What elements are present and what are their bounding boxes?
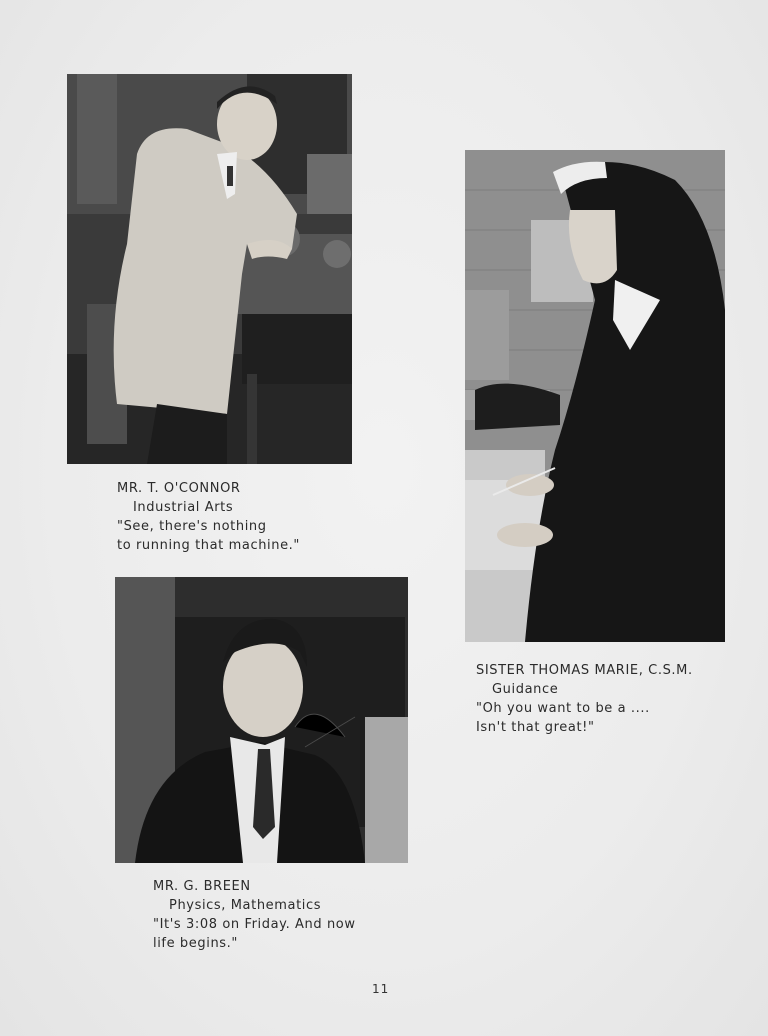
- caption-breen-subject: Physics, Mathematics: [169, 898, 322, 913]
- caption-oconnor: [117, 479, 300, 555]
- caption-sister-subject: Guidance: [492, 682, 559, 697]
- caption-sister-quote-line2: Isn't that great!": [476, 720, 595, 735]
- caption-oconnor-name: MR. T. O'CONNOR: [117, 481, 241, 496]
- caption-breen-quote-line1: "It's 3:08 on Friday. And now: [153, 917, 356, 932]
- caption-oconnor-quote-line2: to running that machine.": [117, 538, 300, 553]
- caption-breen-quote-line2: life begins.": [153, 936, 238, 951]
- photo-breen: [115, 577, 408, 863]
- caption-sister-quote-line1: "Oh you want to be a ....: [476, 701, 650, 716]
- page-number: 11: [372, 982, 390, 996]
- caption-sister-name: SISTER THOMAS MARIE, C.S.M.: [476, 663, 693, 678]
- photo-oconnor: [67, 74, 352, 464]
- photo-sister: [465, 150, 725, 642]
- caption-breen-name: MR. G. BREEN: [153, 879, 251, 894]
- caption-sister: [476, 661, 693, 737]
- caption-breen: [153, 877, 356, 953]
- caption-oconnor-subject: Industrial Arts: [133, 500, 234, 515]
- caption-oconnor-quote-line1: "See, there's nothing: [117, 519, 267, 534]
